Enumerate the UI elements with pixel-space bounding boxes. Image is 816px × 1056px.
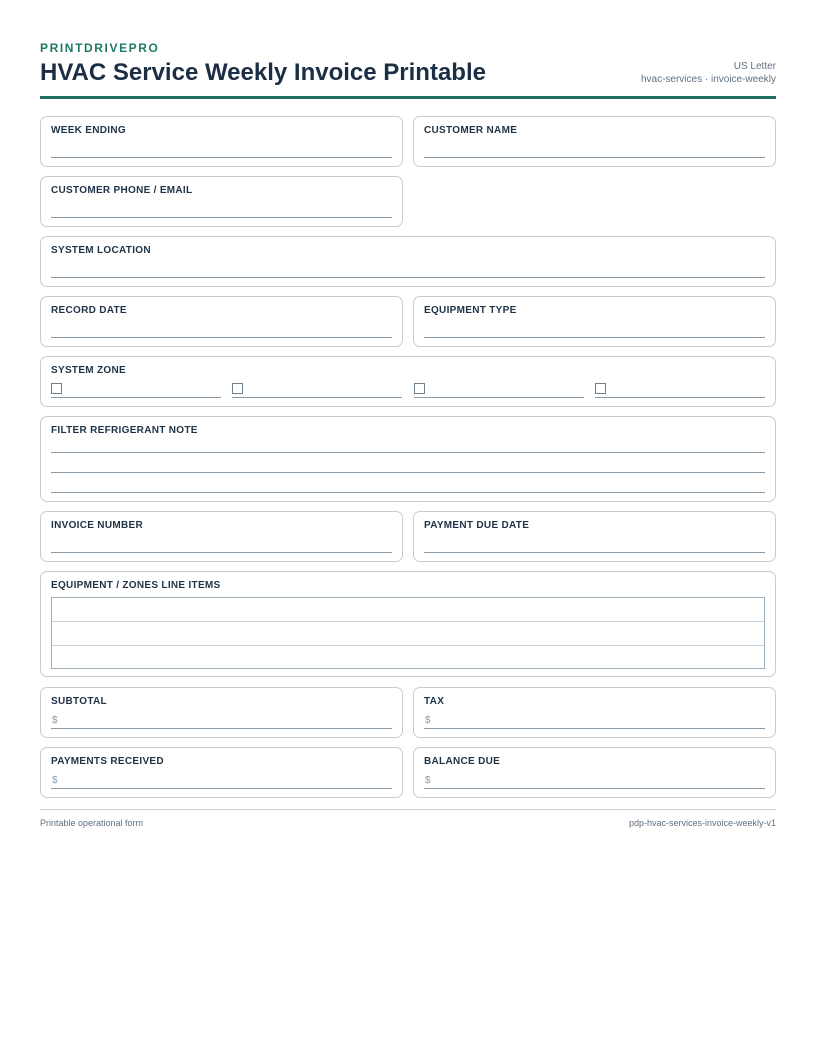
invoice-number-field[interactable] (40, 511, 403, 562)
payment-due-date-label: PAYMENT DUE DATE (424, 520, 530, 531)
zone-line-3[interactable] (414, 397, 584, 398)
week-ending-label: WEEK ENDING (51, 125, 126, 136)
system-location-field[interactable] (40, 236, 776, 287)
line-items-table (51, 597, 765, 669)
line-items-section (40, 571, 776, 677)
page-title: HVAC Service Weekly Invoice Printable (40, 59, 486, 86)
filter-note-line-1[interactable] (51, 452, 765, 453)
table-row-divider (52, 645, 764, 646)
line-items-label: EQUIPMENT / ZONES LINE ITEMS (51, 580, 221, 591)
footer-form-id: pdp-hvac-services-invoice-weekly-v1 (628, 818, 776, 828)
paper-size: US Letter (733, 61, 776, 72)
equipment-type-line[interactable] (424, 337, 765, 338)
record-date-label: RECORD DATE (51, 305, 127, 316)
filter-note-label: FILTER REFRIGERANT NOTE (51, 425, 198, 436)
record-date-line[interactable] (51, 337, 392, 338)
invoice-number-label: INVOICE NUMBER (51, 520, 143, 531)
system-location-label: SYSTEM LOCATION (51, 245, 151, 256)
invoice-number-line[interactable] (51, 552, 392, 553)
payment-due-date-line[interactable] (424, 552, 765, 553)
customer-name-field[interactable] (413, 116, 776, 167)
subtotal-line[interactable] (51, 728, 392, 729)
balance-due-line[interactable] (424, 788, 765, 789)
zone-checkbox-4[interactable] (595, 383, 606, 394)
filter-note-line-3[interactable] (51, 492, 765, 493)
zone-line-4[interactable] (595, 397, 765, 398)
form-tags: hvac-services · invoice-weekly (640, 74, 776, 85)
balance-due-currency: $ (425, 775, 431, 786)
zone-checkbox-3[interactable] (414, 383, 425, 394)
payments-received-field[interactable] (40, 747, 403, 798)
customer-name-line[interactable] (424, 157, 765, 158)
equipment-type-field[interactable] (413, 296, 776, 347)
filter-note-field[interactable] (40, 416, 776, 502)
zone-line-2[interactable] (232, 397, 402, 398)
zone-checkbox-1[interactable] (51, 383, 62, 394)
record-date-field[interactable] (40, 296, 403, 347)
payment-due-date-field[interactable] (413, 511, 776, 562)
balance-due-label: BALANCE DUE (424, 756, 501, 767)
customer-contact-line[interactable] (51, 217, 392, 218)
payments-received-label: PAYMENTS RECEIVED (51, 756, 164, 767)
filter-note-line-2[interactable] (51, 472, 765, 473)
page-meta (641, 60, 776, 86)
payments-received-line[interactable] (51, 788, 392, 789)
tax-currency: $ (425, 715, 431, 726)
footer-left-text: Printable operational form (40, 818, 144, 828)
week-ending-field[interactable] (40, 116, 403, 167)
system-zone-label: SYSTEM ZONE (51, 365, 126, 376)
subtotal-label: SUBTOTAL (51, 696, 107, 707)
tax-field[interactable] (413, 687, 776, 738)
footer-rule (40, 809, 776, 810)
header-rule (40, 96, 776, 99)
equipment-type-label: EQUIPMENT TYPE (424, 305, 517, 316)
balance-due-field[interactable] (413, 747, 776, 798)
tax-label: TAX (424, 696, 445, 707)
customer-name-label: CUSTOMER NAME (424, 125, 518, 136)
tax-line[interactable] (424, 728, 765, 729)
brand-name: PRINTDRIVEPRO (40, 41, 160, 55)
zone-line-1[interactable] (51, 397, 221, 398)
system-zone-field (40, 356, 776, 407)
zone-checkbox-2[interactable] (232, 383, 243, 394)
subtotal-currency: $ (52, 715, 58, 726)
payments-received-currency: $ (52, 775, 58, 786)
system-location-line[interactable] (51, 277, 765, 278)
customer-contact-label: CUSTOMER PHONE / EMAIL (51, 185, 193, 196)
week-ending-line[interactable] (51, 157, 392, 158)
customer-contact-field[interactable] (40, 176, 403, 227)
subtotal-field[interactable] (40, 687, 403, 738)
table-row-divider (52, 621, 764, 622)
